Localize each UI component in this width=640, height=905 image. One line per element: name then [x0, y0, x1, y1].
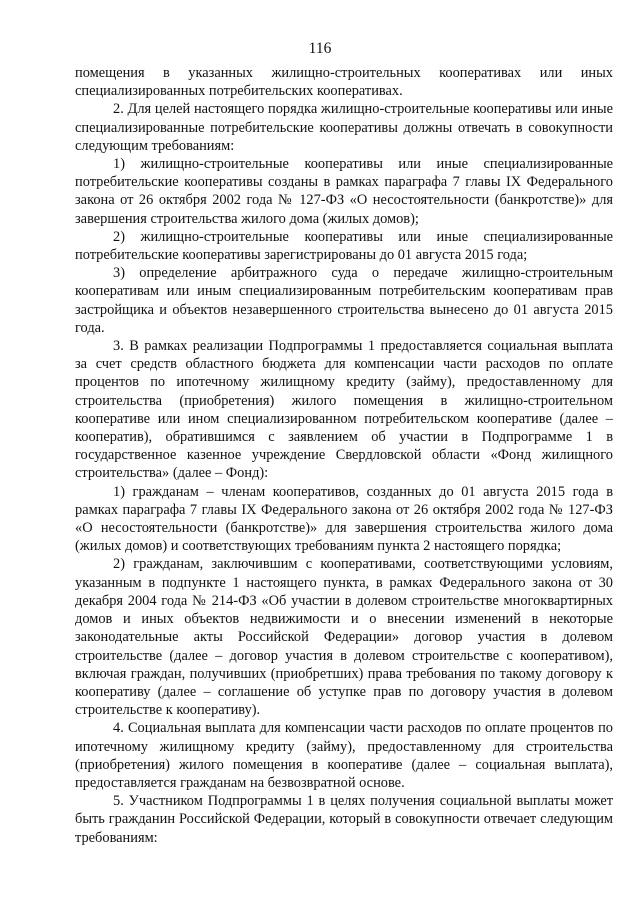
- paragraph-clause-5: 5. Участником Подпрограммы 1 в целях получения социальной выплаты может быть гражданин Российской Федерации, который в совокупности отвечает следующим требованиям:: [75, 793, 613, 846]
- paragraph-clause-3-item-1: 1) гражданам – членам кооперативов, созданных до 01 августа 2015 года в рамках параграфа 7 главы IX Федерального закона от 26 октября 2002 года № 127-ФЗ «О несостоятельности (банкротстве)» для завершения строительства жилого дома (жилых домов) и соответствующих требованиям пункта 2 настоящего порядка;: [75, 483, 613, 555]
- paragraph-clause-2: 2. Для целей настоящего порядка жилищно-строительные кооперативы или иные специализированные потребительские кооперативы должны отвечать в совокупности следующим требованиям:: [75, 101, 613, 154]
- paragraph-clause-2-item-2: 2) жилищно-строительные кооперативы или иные специализированные потребительские кооперативы зарегистрированы до 01 августа 2015 года;: [75, 228, 613, 264]
- paragraph-clause-2-item-3: 3) определение арбитражного суда о передаче жилищно-строительным кооперативам или иным специализированным потребительским кооперативам прав застройщика и объектов незавершенного строительства вынесено до 01 августа 2015 года.: [75, 265, 613, 336]
- page-number: 116: [308, 40, 332, 57]
- document-body: [75, 64, 613, 847]
- paragraph-clause-2-item-1: 1) жилищно-строительные кооперативы или иные специализированные потребительские кооперативы созданы в рамках параграфа 7 главы IX Федерального закона от 26 октября 2002 года № 127-ФЗ «О несостоятельности (банкротстве)» для завершения строительства жилого дома (жилых домов);: [75, 156, 613, 227]
- paragraph-continuation: помещения в указанных жилищно-строительных кооперативах или иных специализированных потребительских кооперативах.: [75, 65, 613, 100]
- paragraph-clause-3-item-2: 2) гражданам, заключившим с кооперативами, соответствующими условиям, указанным в подпункте 1 настоящего пункта, в рамках Федерального закона от 30 декабря 2004 года № 214-ФЗ «Об участии в долевом строительстве многоквартирных домов и иных объектов недвижимости и о внесении изменений в некоторые законодательные акты Российской Федерации» договор участия в долевом строительстве (далее – договор участия в долевом строительстве с кооперативом), включая граждан, получивших (приобретших) права требования по такому договору к кооперативу (далее – соглашение об уступке прав по договору участия в долевом строительстве к кооперативу).: [75, 556, 613, 719]
- paragraph-clause-4: 4. Социальная выплата для компенсации части расходов по оплате процентов по ипотечному жилищному кредиту (займу), предоставленному для строительства (приобретения) жилого помещения в кооперативе (далее – социальная выплата), предоставляется гражданам на безвозвратной основе.: [75, 720, 613, 791]
- paragraph-clause-3: 3. В рамках реализации Подпрограммы 1 предоставляется социальная выплата за счет средств областного бюджета для компенсации части расходов по оплате процентов по ипотечному жилищному кредиту (займу), предоставленному для строительства (приобретения) жилого помещения в жилищно-строительном кооперативе или ином специализированном потребительском кооперативе (далее – кооператив), обратившимся с заявлением об участии в Подпрограмме 1 в государственное казенное учреждение Свердловской области «Фонд жилищного строительства» (далее – Фонд):: [75, 338, 613, 482]
